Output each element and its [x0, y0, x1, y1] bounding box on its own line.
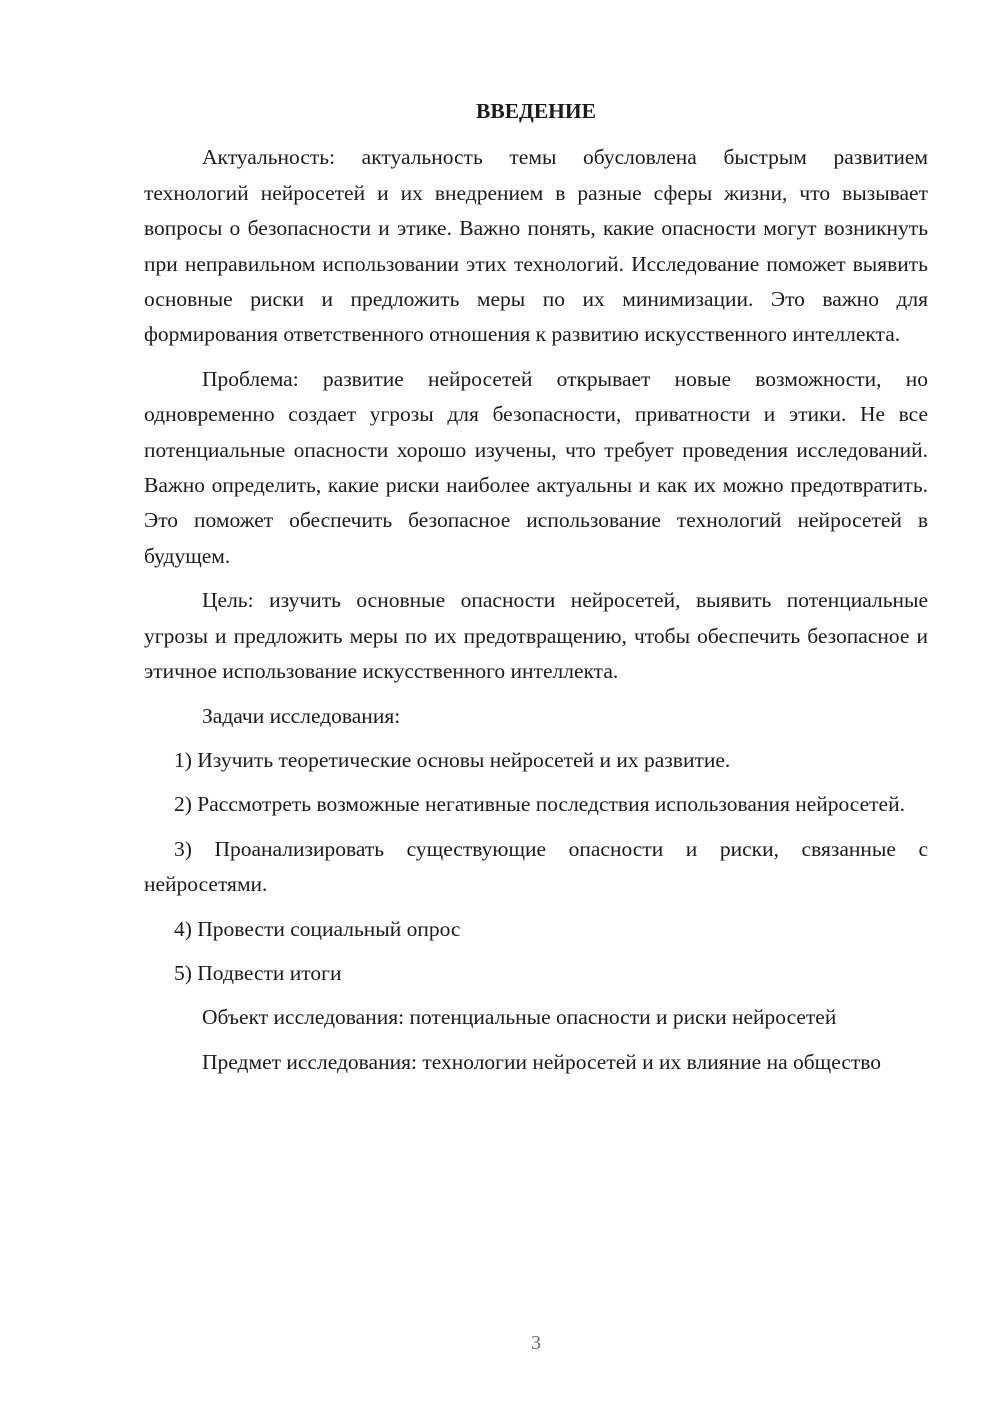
- list-item: 2) Рассмотреть возможные негативные последствия использования нейросетей.: [174, 792, 905, 817]
- paragraph-goal: Цель: изучить основные опасности нейросетей, выявить потенциальные угрозы и предложить меры по их предотвращению, чтобы обеспечить безопасное и этичное использование искусственного интеллекта.: [144, 588, 928, 684]
- list-item: 3) Проанализировать существующие опасности и риски, связанные с нейросетями.: [144, 836, 928, 897]
- paragraph-relevance: Актуальность: актуальность темы обусловлена быстрым развитием технологий нейросетей и их внедрением в разные сферы жизни, что вызывает вопросы о безопасности и этике. Важно понять, какие опасности могут возникнуть при неправильном использовании этих технологий. Исследование поможет выявить основные риски и предложить меры по их минимизации. Это важно для формирования ответственного отношения к развитию искусственного интеллекта.: [144, 145, 928, 347]
- paragraph-subject: Предмет исследования: технологии нейросетей и их влияние на общество: [202, 1049, 882, 1074]
- paragraph-problem: Проблема: развитие нейросетей открывает новые возможности, но одновременно создает угрозы для безопасности, приватности и этики. Не все потенциальные опасности хорошо изучены, что требует проведения исследований. Важно определить, какие риски наиболее актуальны и как их можно предотвратить. Это поможет обеспечить безопасное использование технологий нейросетей в будущем.: [144, 366, 928, 568]
- paragraph-object: Объект исследования: потенциальные опасности и риски нейросетей: [202, 1005, 837, 1030]
- page-content: [144, 94, 928, 1089]
- list-item: 4) Провести социальный опрос: [174, 916, 461, 941]
- list-item: 1) Изучить теоретические основы нейросетей и их развитие.: [174, 747, 731, 772]
- list-item: 5) Подвести итоги: [174, 960, 342, 985]
- page-number: 3: [531, 1332, 541, 1354]
- page-title: ВВЕДЕНИЕ: [476, 99, 596, 123]
- tasks-heading: Задачи исследования:: [202, 703, 401, 728]
